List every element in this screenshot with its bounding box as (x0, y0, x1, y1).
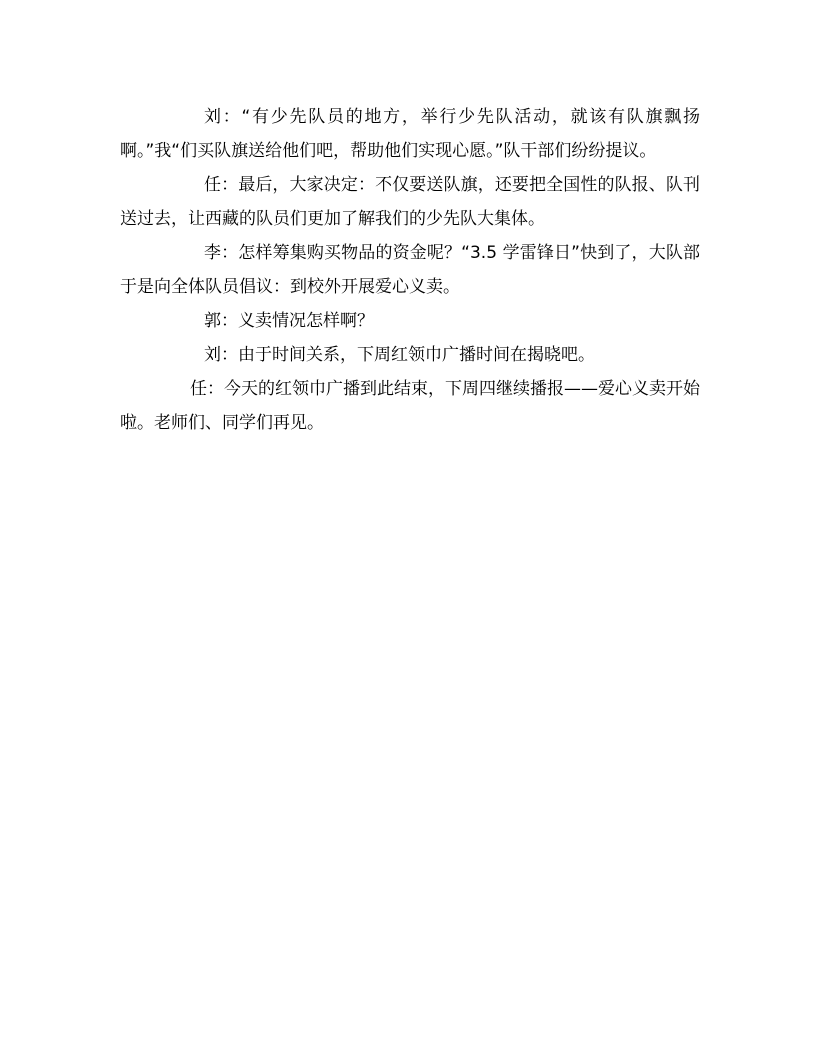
paragraph-ren-decision: 任：最后，大家决定：不仅要送队旗，还要把全国性的队报、队刊送过去，让西藏的队员们更加了解我们的少先队大集体。 (120, 175, 700, 229)
paragraph-guo-question: 郭：义卖情况怎样啊？ (204, 311, 374, 331)
paragraph-ren-closing: 任：今天的红领巾广播到此结束，下周四继续播报——爱心义卖开始啦。老师们、同学们再见。 (120, 379, 700, 433)
paragraph-liu-flag: 刘：“有少先队员的地方，举行少先队活动，就该有队旗飘扬啊。”我“们买队旗送给他们吧，帮助他们实现心愿。”队干部们纷纷提议。 (120, 107, 700, 161)
paragraph-liu-time: 刘：由于时间关系，下周红领巾广播时间在揭晓吧。 (204, 345, 595, 365)
paragraph-li-funding: 李：怎样筹集购买物品的资金呢？“3.5 学雷锋日”快到了，大队部于是向全体队员倡议：到校外开展爱心义卖。 (120, 243, 700, 297)
broadcast-script-text (120, 100, 700, 440)
